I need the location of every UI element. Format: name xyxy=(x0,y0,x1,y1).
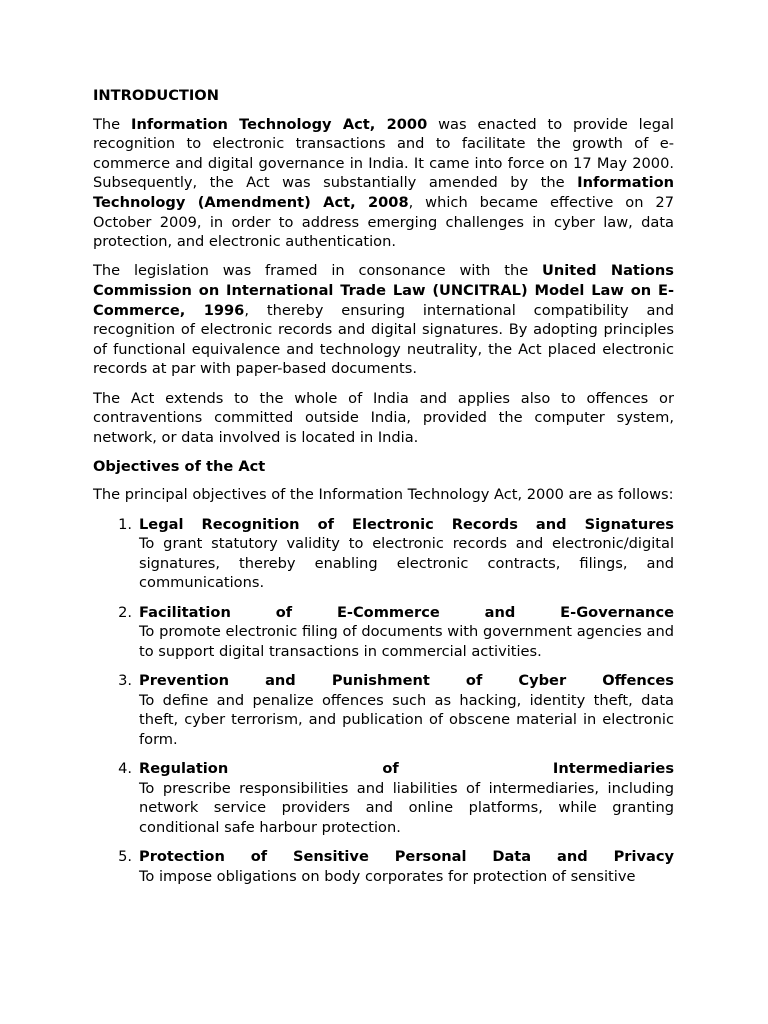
paragraph-extent: The Act extends to the whole of India and applies also to offences or contraventions committed outside India, provided the computer system, network, or data involved is located in India. xyxy=(93,389,674,446)
section-heading-objectives: Objectives of the Act xyxy=(93,457,266,475)
bold-term-it-act-2000: Information Technology Act, 2000 xyxy=(131,115,428,133)
objective-description: To impose obligations on body corporates for protection of sensitive xyxy=(139,867,636,885)
text-run: was enacted to provide legal recognition to electronic transactions and to facilitate the growth of e-commerce and digital governance in India. It came into force on 17 May 2000. Subsequently, the Act was substantially amended by the xyxy=(93,115,674,192)
list-number: 3. xyxy=(118,672,132,689)
objective-description: To promote electronic filing of documents with government agencies and to support digital transactions in commercial activities. xyxy=(139,623,674,660)
list-item xyxy=(93,759,674,837)
bold-term-amendment-act-2008: Information Technology (Amendment) Act, 2008 xyxy=(93,174,674,211)
list-item xyxy=(93,671,674,749)
objective-title: Facilitation of E-Commerce and E-Governance xyxy=(139,603,674,621)
list-item xyxy=(93,603,674,662)
paragraph-uncitral xyxy=(93,261,674,379)
list-number: 1. xyxy=(118,515,132,533)
objective-title: Prevention and Punishment of Cyber Offences xyxy=(139,672,674,689)
section-heading-introduction: INTRODUCTION xyxy=(93,87,219,104)
list-item xyxy=(93,847,674,886)
objective-description: To prescribe responsibilities and liabilities of intermediaries, including network service providers and online platforms, while granting conditional safe harbour protection. xyxy=(139,779,674,836)
objectives-list xyxy=(93,515,674,886)
paragraph-intro-act xyxy=(93,115,674,252)
objective-description: To grant statutory validity to electronic records and electronic/digital signatures, thereby enabling electronic contracts, filings, and communications. xyxy=(139,535,674,592)
list-number: 2. xyxy=(118,603,132,621)
list-item xyxy=(93,515,674,593)
objective-title: Regulation of Intermediaries xyxy=(139,759,674,777)
objective-title: Protection of Sensitive Personal Data and Privacy xyxy=(139,847,674,865)
paragraph-objectives-intro: The principal objectives of the Information Technology Act, 2000 are as follows: xyxy=(93,486,674,504)
text-run: , which became effective on 27 October 2009, in order to address emerging challenges in cyber law, data protection, and electronic authentication. xyxy=(93,193,674,251)
list-number: 4. xyxy=(118,759,132,777)
objective-title: Legal Recognition of Electronic Records and Signatures xyxy=(139,515,674,533)
bold-term-uncitral-model-law: United Nations Commission on International Trade Law (UNCITRAL) Model Law on E-Commerce, 1996 xyxy=(93,262,674,319)
text-run: The xyxy=(93,115,132,133)
text-run: , thereby ensuring international compatibility and recognition of electronic records and digital signatures. By adopting principles of functional equivalence and technology neutrality, the Act placed electronic records at par with paper-based documents. xyxy=(93,301,674,378)
objective-description: To define and penalize offences such as hacking, identity theft, data theft, cyber terrorism, and publication of obscene material in electronic form. xyxy=(139,691,674,748)
text-run: The legislation was framed in consonance with the xyxy=(93,262,543,280)
document-page xyxy=(93,86,674,896)
list-number: 5. xyxy=(118,847,132,865)
